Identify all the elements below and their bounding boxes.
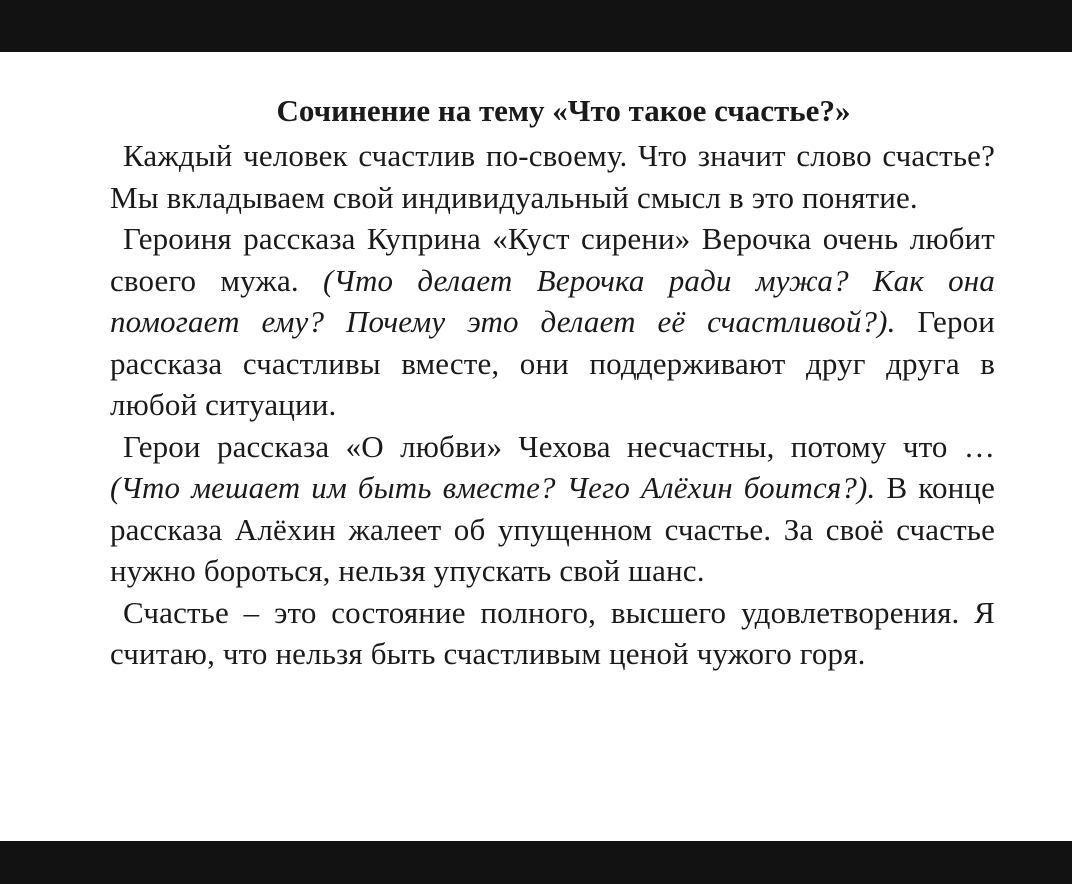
paragraph-text: Герои рассказа «О любви» Чехова несчастны, потому что … (123, 428, 995, 464)
paragraph-4 (110, 592, 995, 675)
paragraph-3 (110, 426, 995, 592)
paragraph-text: Счастье – это состояние полного, высшего удовлетворения. Я считаю, что нельзя быть счастливым ценой чужого горя. (110, 594, 995, 671)
paragraph-text: Героиня рассказа Куприна «Куст сирени» Верочка очень любит своего мужа. (110, 221, 995, 298)
italic-question: (Что мешает им быть вместе? Чего Алёхин боится?). (110, 470, 876, 505)
paragraph-text: Каждый человек счастлив по-своему. Что значит слово счастье? Мы вкладываем свой индивидуальный смысл в это понятие. (110, 138, 995, 215)
top-black-bar (0, 0, 1072, 52)
paragraph-text: В конце рассказа Алёхин жалеет об упущенном счастье. За своё счастье нужно бороться, нельзя упускать свой шанс. (110, 470, 995, 588)
italic-question: (Что делает Верочка ради мужа? Как она помогает ему? Почему это делает её счастливой?). (110, 262, 995, 339)
paragraph-1 (110, 135, 995, 218)
paragraph-2 (110, 218, 995, 426)
essay-content (110, 92, 995, 675)
essay-title: Сочинение на тему «Что такое счастье?» (276, 93, 851, 128)
bottom-black-bar (0, 841, 1072, 884)
paragraph-text: Герои рассказа счастливы вместе, они поддерживают друг друга в любой ситуации. (110, 304, 996, 422)
document-page (0, 52, 1072, 841)
